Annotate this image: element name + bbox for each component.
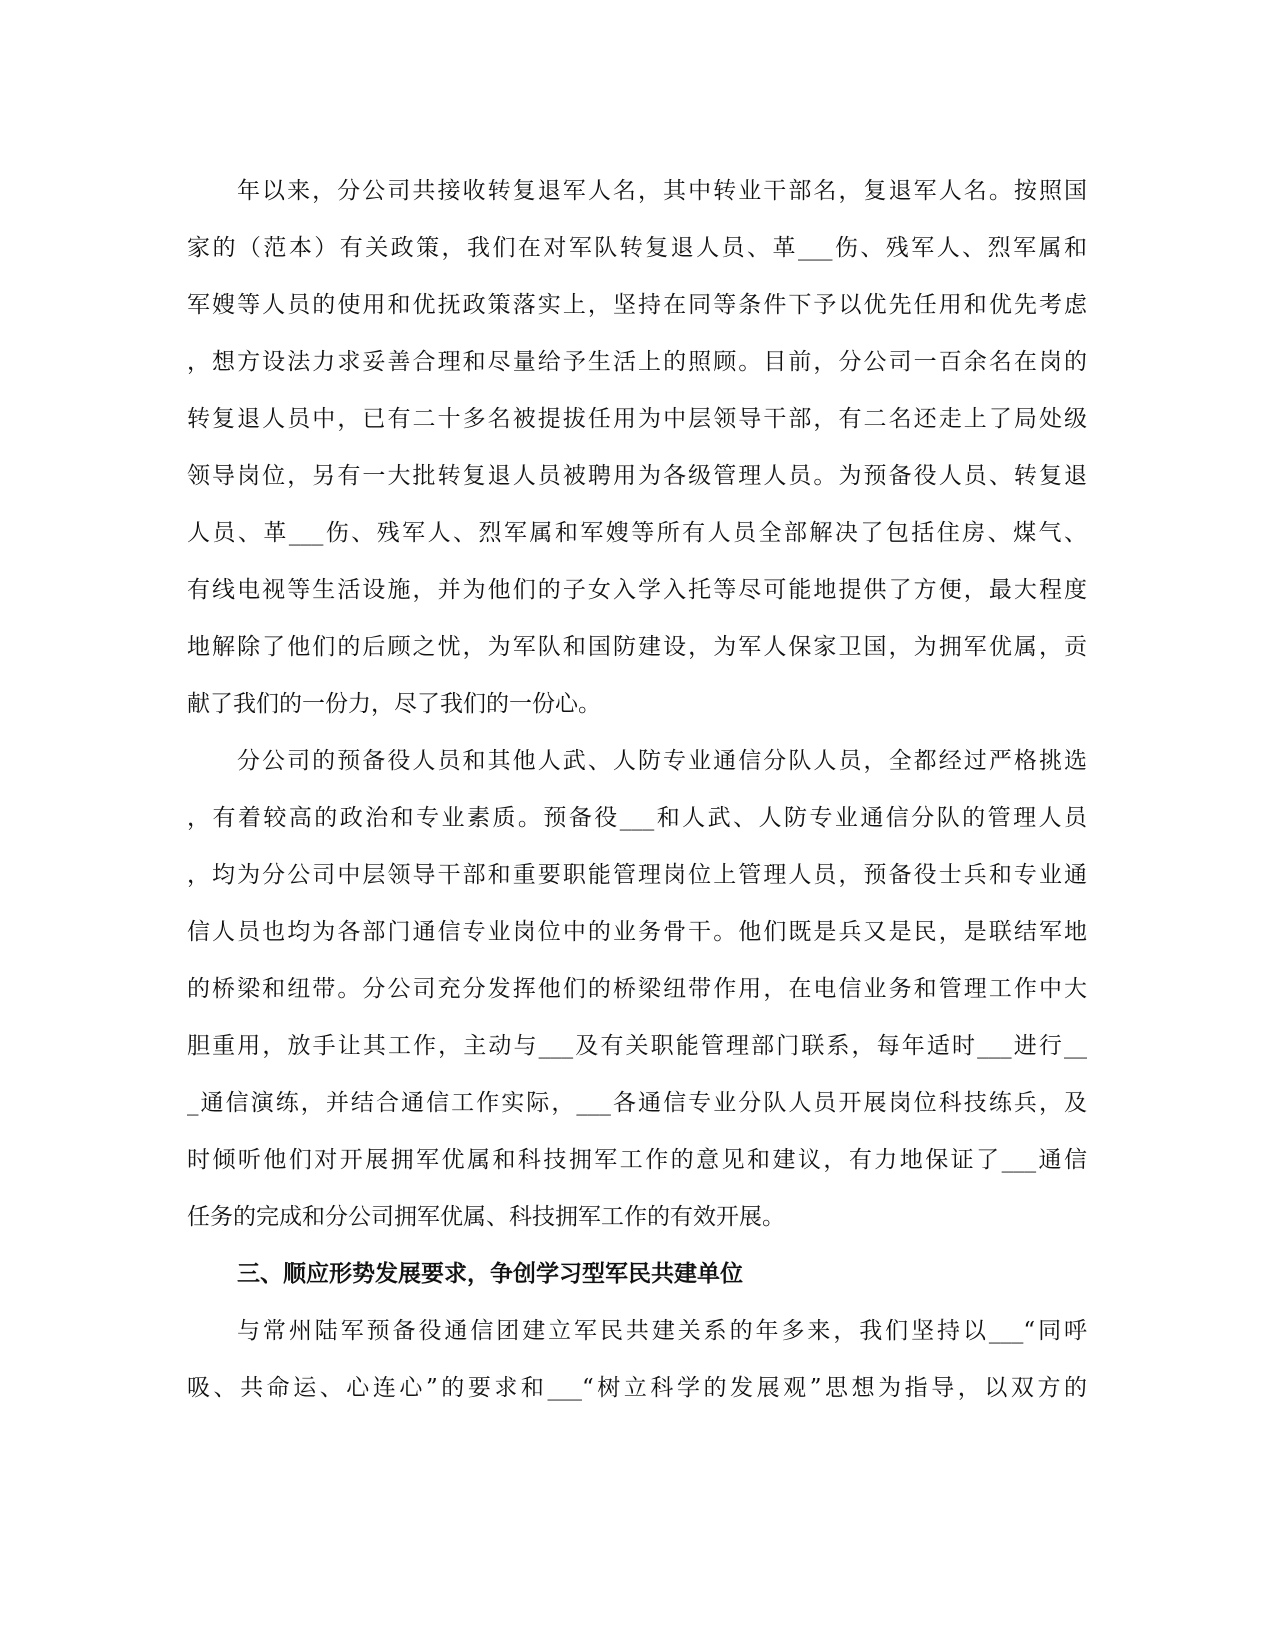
paragraph-1-line-5: 转复退人员中，已有二十多名被提拔任用为中层领导干部，有二名还走上了局处级: [187, 406, 1087, 432]
paragraph-2-line-1: 分公司的预备役人员和其他人武、人防专业通信分队人员，全都经过严格挑选: [237, 748, 1087, 774]
paragraph-1-line-7: 人员、革___伤、残军人、烈军属和军嫂等所有人员全部解决了包括住房、煤气、: [187, 520, 1087, 546]
document-body: [187, 163, 1087, 1417]
section-heading: 三、顺应形势发展要求，争创学习型军民共建单位: [237, 1261, 743, 1287]
paragraph-1-line-9: 地解除了他们的后顾之忧，为军队和国防建设，为军人保家卫国，为拥军优属，贡: [187, 634, 1087, 660]
paragraph-2-line-9: 任务的完成和分公司拥军优属、科技拥军工作的有效开展。: [187, 1204, 785, 1230]
paragraph-2-line-2: ，有着较高的政治和专业素质。预备役___和人武、人防专业通信分队的管理人员: [187, 805, 1087, 831]
paragraph-1-line-1: 年以来，分公司共接收转复退军人名，其中转业干部名，复退军人名。按照国: [237, 178, 1087, 204]
paragraph-1-line-4: ，想方设法力求妥善合理和尽量给予生活上的照顾。目前，分公司一百余名在岗的: [187, 349, 1087, 375]
paragraph-2-line-4: 信人员也均为各部门通信专业岗位中的业务骨干。他们既是兵又是民，是联结军地: [187, 919, 1087, 945]
paragraph-3-line-1: 与常州陆军预备役通信团建立军民共建关系的年多来，我们坚持以___“同呼: [237, 1318, 1087, 1344]
paragraph-2-line-7: _通信演练，并结合通信工作实际，___各通信专业分队人员开展岗位科技练兵，及: [187, 1090, 1087, 1116]
paragraph-1-line-10: 献了我们的一份力，尽了我们的一份心。: [187, 691, 601, 717]
paragraph-2-line-5: 的桥梁和纽带。分公司充分发挥他们的桥梁纽带作用，在电信业务和管理工作中大: [187, 976, 1087, 1002]
paragraph-2-line-6: 胆重用，放手让其工作，主动与___及有关职能管理部门联系，每年适时___进行__: [187, 1033, 1087, 1059]
paragraph-1-line-3: 军嫂等人员的使用和优抚政策落实上，坚持在同等条件下予以优先任用和优先考虑: [187, 292, 1087, 318]
paragraph-2-line-3: ，均为分公司中层领导干部和重要职能管理岗位上管理人员，预备役士兵和专业通: [187, 862, 1087, 888]
paragraph-1-line-8: 有线电视等生活设施，并为他们的子女入学入托等尽可能地提供了方便，最大程度: [187, 577, 1087, 603]
paragraph-2-line-8: 时倾听他们对开展拥军优属和科技拥军工作的意见和建议，有力地保证了___通信: [187, 1147, 1087, 1173]
paragraph-1-line-2: 家的（范本）有关政策，我们在对军队转复退人员、革___伤、残军人、烈军属和: [187, 235, 1087, 261]
paragraph-1-line-6: 领导岗位，另有一大批转复退人员被聘用为各级管理人员。为预备役人员、转复退: [187, 463, 1087, 489]
paragraph-3-line-2: 吸、共命运、心连心”的要求和___“树立科学的发展观”思想为指导，以双方的: [187, 1375, 1087, 1401]
